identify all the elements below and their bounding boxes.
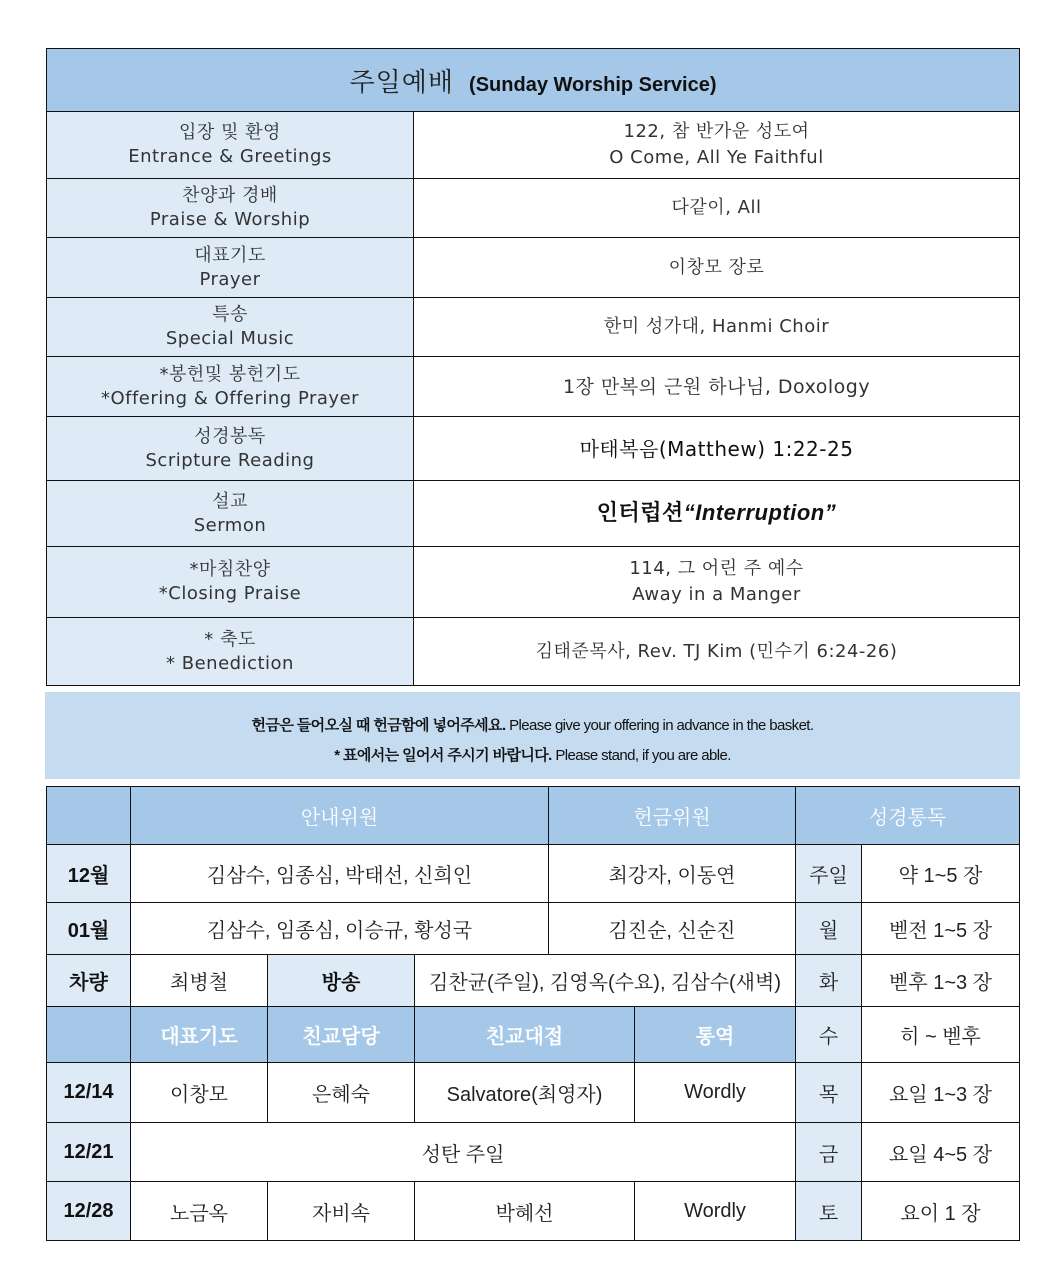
date-label: 12/21 — [47, 1123, 131, 1182]
service-row-label — [47, 618, 414, 686]
reading-value: 요일 1~3 장 — [862, 1063, 1020, 1123]
service-row-value: 다같이, All — [414, 179, 1020, 238]
value-line-1: 114, 그 어린 주 예수 — [629, 558, 804, 579]
label-ko: *마침찬양 — [189, 559, 271, 580]
ushers-value: 김삼수, 임종심, 박태선, 신희인 — [131, 845, 549, 903]
service-row-label — [47, 238, 414, 298]
service-row-label — [47, 179, 414, 238]
special-sunday-value: 성탄 주일 — [131, 1123, 796, 1182]
label-ko: 설교 — [212, 490, 248, 512]
label-en: *Offering & Offering Prayer — [100, 387, 360, 409]
service-title — [47, 49, 1020, 112]
label-ko: *봉헌및 봉헌기도 — [159, 363, 301, 385]
reading-value: 요일 4~5 장 — [862, 1123, 1020, 1182]
sermon-title-ko: 인터럽션 — [596, 501, 684, 526]
service-row-label — [47, 547, 414, 618]
service-row-value — [414, 112, 1020, 179]
label-ko: 성경봉독 — [194, 425, 266, 447]
interpret-value: Wordly — [635, 1063, 796, 1123]
reading-value: 벧후 1~3 장 — [862, 955, 1020, 1007]
offering-value: 김진순, 신순진 — [549, 903, 796, 955]
service-row-value: 김태준목사, Rev. TJ Kim (민수기 6:24-26) — [414, 618, 1020, 686]
prayer-value: 노금옥 — [131, 1182, 268, 1241]
reading-value: 벧전 1~5 장 — [862, 903, 1020, 955]
notice-2-en: Please stand, if you are able. — [555, 747, 731, 764]
ushers-header: 안내위원 — [131, 787, 549, 845]
offering-header: 헌금위원 — [549, 787, 796, 845]
service-row-label — [47, 298, 414, 357]
ushers-value: 김삼수, 임종심, 이승규, 황성국 — [131, 903, 549, 955]
notice-line-1 — [45, 692, 1020, 735]
interpret-header: 통역 — [635, 1007, 796, 1063]
weekday-label: 금 — [796, 1123, 862, 1182]
fellowship-lead-header: 친교담당 — [268, 1007, 415, 1063]
month-label: 01월 — [47, 903, 131, 955]
date-label: 12/14 — [47, 1063, 131, 1123]
offering-value: 최강자, 이동연 — [549, 845, 796, 903]
bible-reading-header: 성경통독 — [796, 787, 1020, 845]
label-ko: 대표기도 — [194, 244, 266, 266]
label-en: Scripture Reading — [145, 449, 315, 471]
label-en: Sermon — [193, 514, 267, 536]
worship-order-table — [46, 48, 1020, 686]
host-value: Salvatore(최영자) — [415, 1063, 635, 1123]
lead-value: 은혜숙 — [268, 1063, 415, 1123]
sermon-title-en: “Interruption” — [683, 500, 837, 525]
weekday-label: 월 — [796, 903, 862, 955]
service-row-label — [47, 417, 414, 481]
label-en: *Closing Praise — [158, 583, 302, 604]
label-ko: 특송 — [212, 304, 248, 325]
subheader-corner — [47, 1007, 131, 1063]
weekday-label: 주일 — [796, 845, 862, 903]
prayer-header: 대표기도 — [131, 1007, 268, 1063]
service-row-value: 이창모 장로 — [414, 238, 1020, 298]
notice-1-en: Please give your offering in advance in the basket. — [509, 717, 814, 734]
reading-value: 약 1~5 장 — [862, 845, 1020, 903]
service-title-en: (Sunday Worship Service) — [469, 73, 717, 96]
value-line-1: 122, 참 반가운 성도여 — [623, 121, 810, 142]
lead-value: 자비속 — [268, 1182, 415, 1241]
interpret-value: Wordly — [635, 1182, 796, 1241]
committee-table — [46, 786, 1020, 1241]
service-row-label — [47, 357, 414, 417]
label-en: Prayer — [199, 268, 261, 290]
weekday-label: 화 — [796, 955, 862, 1007]
label-en: Entrance & Greetings — [128, 146, 332, 167]
service-row-label — [47, 481, 414, 547]
label-en: Praise & Worship — [149, 209, 311, 230]
vehicle-label: 차량 — [47, 955, 131, 1007]
service-row-value: 1장 만복의 근원 하나님, Doxology — [414, 357, 1020, 417]
label-en: * Benediction — [166, 652, 294, 674]
notice-line-2 — [45, 735, 1020, 765]
scripture-value: 마태복음(Matthew) 1:22-25 — [414, 417, 1020, 481]
label-ko: 찬양과 경배 — [182, 185, 278, 206]
sermon-value — [414, 481, 1020, 547]
label-en: Special Music — [165, 328, 295, 349]
service-row-value: 한미 성가대, Hanmi Choir — [414, 298, 1020, 357]
month-label: 12월 — [47, 845, 131, 903]
weekday-label: 목 — [796, 1063, 862, 1123]
reading-value: 요이 1 장 — [862, 1182, 1020, 1241]
label-ko: * 축도 — [204, 628, 256, 650]
host-value: 박혜선 — [415, 1182, 635, 1241]
reading-value: 히 ~ 벧후 — [862, 1007, 1020, 1063]
broadcast-label: 방송 — [268, 955, 415, 1007]
service-row-label — [47, 112, 414, 179]
value-line-2: O Come, All Ye Faithful — [609, 147, 824, 168]
date-label: 12/28 — [47, 1182, 131, 1241]
service-title-ko: 주일예배 — [349, 67, 454, 98]
header-corner — [47, 787, 131, 845]
value-line-2: Away in a Manger — [632, 584, 801, 605]
notice-band — [45, 692, 1020, 779]
label-ko: 입장 및 환영 — [179, 122, 281, 143]
weekday-label: 수 — [796, 1007, 862, 1063]
vehicle-value: 최병철 — [131, 955, 268, 1007]
service-row-value — [414, 547, 1020, 618]
fellowship-host-header: 친교대접 — [415, 1007, 635, 1063]
notice-2-ko: * 표에서는 일어서 주시기 바랍니다. — [334, 747, 552, 764]
notice-1-ko: 헌금은 들어오실 때 헌금함에 넣어주세요. — [251, 717, 506, 734]
prayer-value: 이창모 — [131, 1063, 268, 1123]
broadcast-value: 김찬균(주일), 김영옥(수요), 김삼수(새벽) — [415, 955, 796, 1007]
weekday-label: 토 — [796, 1182, 862, 1241]
